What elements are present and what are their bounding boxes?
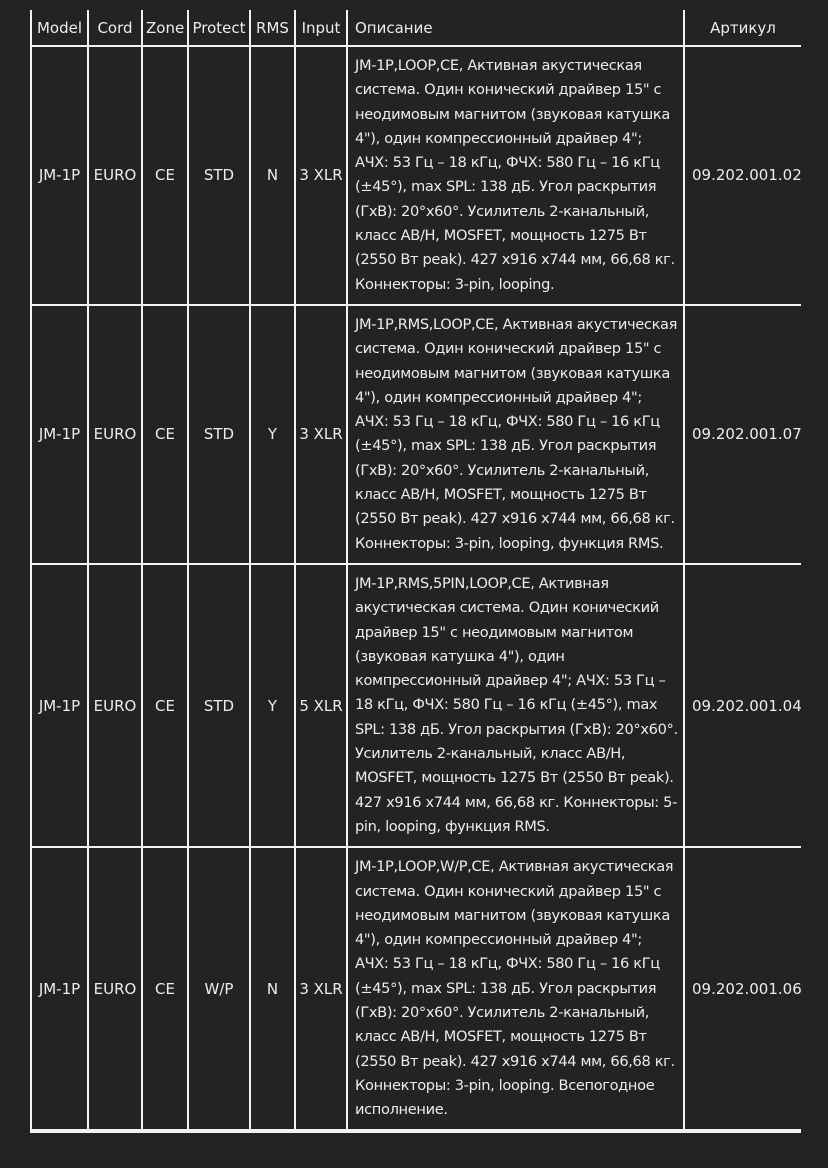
cell-rms: Y [250,564,295,847]
product-table [30,10,801,1133]
column-header-zone: Zone [142,10,188,46]
cell-zone: CE [142,564,188,847]
column-header-input: Input [295,10,347,46]
cell-model: JM-1P [31,564,88,847]
cell-rms: Y [250,305,295,564]
table-row [31,46,801,305]
table-row [31,847,801,1131]
cell-input: 3 XLR [295,46,347,305]
column-header-rms: RMS [250,10,295,46]
column-header-description: Описание [347,10,684,46]
header-row [31,10,801,46]
cell-cord: EURO [88,46,142,305]
cell-description: JM-1P,LOOP,CE, Активная акустическая система. Один конический драйвер 15" с неодимовым магнитом (звуковая катушка 4"), один компрессионный драйвер 4"; АЧХ: 53 Гц – 18 кГц, ФЧХ: 580 Гц – 16 кГц (±45°), max SPL: 138 дБ. Угол раскрытия (ГхВ): 20°х60°. Усилитель 2-канальный, класс AB/H, MOSFET, мощность 1275 Вт (2550 Вт peak). 427 х916 х744 мм, 66,68 кг. Коннекторы: 3-pin, looping. [347,46,684,305]
cell-rms: N [250,46,295,305]
cell-zone: CE [142,305,188,564]
cell-description: JM-1P,RMS,LOOP,CE, Активная акустическая система. Один конический драйвер 15" с неодимовым магнитом (звуковая катушка 4"), один компрессионный драйвер 4"; АЧХ: 53 Гц – 18 кГц, ФЧХ: 580 Гц – 16 кГц (±45°), max SPL: 138 дБ. Угол раскрытия (ГхВ): 20°х60°. Усилитель 2-канальный, класс AB/H, MOSFET, мощность 1275 Вт (2550 Вт peak). 427 х916 х744 мм, 66,68 кг. Коннекторы: 3-pin, looping, функция RMS. [347,305,684,564]
cell-model: JM-1P [31,46,88,305]
cell-model: JM-1P [31,305,88,564]
column-header-model: Model [31,10,88,46]
table-row [31,305,801,564]
cell-protect: STD [188,305,250,564]
cell-model: JM-1P [31,847,88,1131]
cell-protect: STD [188,564,250,847]
column-header-protect: Protect [188,10,250,46]
cell-description: JM-1P,LOOP,W/P,CE, Активная акустическая система. Один конический драйвер 15" с неодимовым магнитом (звуковая катушка 4"), один компрессионный драйвер 4"; АЧХ: 53 Гц – 18 кГц, ФЧХ: 580 Гц – 16 кГц (±45°), max SPL: 138 дБ. Угол раскрытия (ГхВ): 20°х60°. Усилитель 2-канальный, класс AB/H, MOSFET, мощность 1275 Вт (2550 Вт peak). 427 х916 х744 мм, 66,68 кг. Коннекторы: 3-pin, looping. Всепогодное исполнение. [347,847,684,1131]
cell-zone: CE [142,46,188,305]
column-header-article: Артикул [684,10,801,46]
cell-article: 09.202.001.02 [684,46,801,305]
table-row [31,564,801,847]
cell-article: 09.202.001.06 [684,847,801,1131]
cell-article: 09.202.001.07 [684,305,801,564]
cell-input: 3 XLR [295,305,347,564]
cell-cord: EURO [88,305,142,564]
column-header-cord: Cord [88,10,142,46]
cell-input: 5 XLR [295,564,347,847]
cell-protect: STD [188,46,250,305]
cell-description: JM-1P,RMS,5PIN,LOOP,CE, Активная акустическая система. Один конический драйвер 15" с неодимовым магнитом (звуковая катушка 4"), один компрессионный драйвер 4"; АЧХ: 53 Гц – 18 кГц, ФЧХ: 580 Гц – 16 кГц (±45°), max SPL: 138 дБ. Угол раскрытия (ГхВ): 20°х60°. Усилитель 2-канальный, класс AB/H, MOSFET, мощность 1275 Вт (2550 Вт peak). 427 х916 х744 мм, 66,68 кг. Коннекторы: 5-pin, looping, функция RMS. [347,564,684,847]
cell-zone: CE [142,847,188,1131]
cell-cord: EURO [88,847,142,1131]
cell-input: 3 XLR [295,847,347,1131]
cell-protect: W/P [188,847,250,1131]
cell-cord: EURO [88,564,142,847]
cell-rms: N [250,847,295,1131]
cell-article: 09.202.001.04 [684,564,801,847]
